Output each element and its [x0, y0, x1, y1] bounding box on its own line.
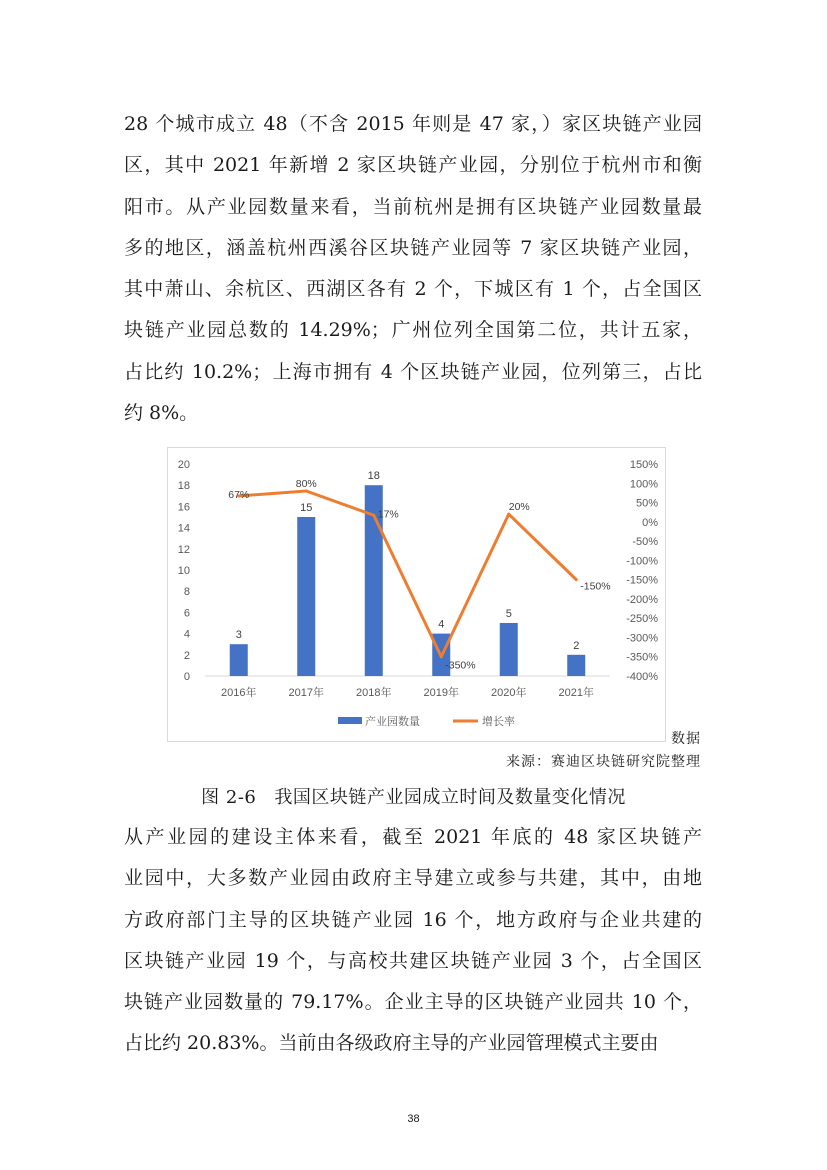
y-left-tick-label: 0 — [183, 671, 190, 683]
legend-line-label: 增长率 — [482, 716, 515, 728]
line-data-label: -150% — [580, 580, 611, 593]
bar-data-label: 3 — [235, 629, 242, 642]
x-tick-label: 2020年 — [491, 687, 527, 699]
line-point-2019年 — [440, 655, 443, 658]
bar-data-label: 5 — [505, 608, 512, 620]
text-line: 占比约 20.83%。当前由各级政府主导的产业园管理模式主要由 — [124, 1032, 659, 1055]
line-data-label: 80% — [295, 477, 317, 490]
bar-data-label: 4 — [438, 618, 445, 631]
y-left-tick-label: 2 — [183, 649, 190, 662]
y-left-tick-label: 20 — [177, 459, 190, 471]
text-line: 方政府部门主导的区块链产业园 16 个，地方政府与企业共建的 — [124, 908, 702, 931]
y-left-tick-label: 12 — [177, 543, 190, 556]
line-data-label: 67% — [228, 488, 250, 501]
x-tick-label: 2021年 — [558, 687, 594, 699]
bar-2016年 — [230, 644, 248, 676]
text-line: 块链产业园数量的 79.17%。企业主导的区块链产业园共 10 个， — [124, 991, 702, 1014]
text-line: 其中萧山、余杭区、西湖区各有 2 个，下城区有 1 个，占全国区 — [124, 278, 702, 301]
y-left-tick-label: 18 — [177, 480, 190, 493]
bar-2020年 — [500, 623, 518, 676]
line-data-label: -350% — [445, 659, 476, 672]
y-left-tick-label: 4 — [183, 628, 190, 641]
y-right-tick-label: -50% — [632, 536, 658, 549]
text-line: 从产业园的建设主体来看，截至 2021 年底的 48 家区块链产 — [124, 826, 702, 848]
y-right-tick-label: 150% — [629, 459, 658, 471]
y-left-tick-label: 14 — [177, 522, 190, 535]
y-right-tick-label: -300% — [626, 632, 658, 645]
x-tick-label: 2019年 — [423, 687, 459, 699]
y-right-tick-label: -200% — [626, 593, 658, 606]
y-left-tick-label: 16 — [177, 501, 190, 514]
paragraph-park-distribution — [124, 104, 702, 434]
bar-2021年 — [567, 655, 585, 676]
figure-number: 图 2-6 — [201, 787, 257, 808]
x-tick-label: 2016年 — [221, 687, 257, 699]
x-tick-label: 2018年 — [356, 687, 392, 699]
source-note-line-1: 数据 — [671, 731, 701, 747]
line-data-label: 20% — [508, 501, 530, 514]
legend-bar-swatch — [338, 717, 362, 724]
text-line: 28 个城市成立 48（不含 2015 年则是 47 家，）家区块链产业园 — [124, 113, 702, 135]
combo-chart — [168, 448, 665, 741]
bar-data-label: 2 — [573, 639, 580, 652]
y-left-tick-label: 6 — [183, 607, 190, 620]
text-line: 阳市。从产业园数量来看，当前杭州是拥有区块链产业园数量最 — [124, 195, 702, 218]
y-right-tick-label: -400% — [626, 671, 658, 683]
text-line: 业园中，大多数产业园由政府主导建立或参与共建，其中，由地 — [124, 867, 702, 890]
text-line: 块链产业园总数的 14.29%；广州位列全国第二位，共计五家， — [124, 319, 702, 342]
bar-data-label: 18 — [367, 470, 380, 483]
y-right-tick-label: 50% — [635, 497, 658, 510]
chart-figure — [167, 447, 666, 742]
y-right-tick-label: -100% — [626, 555, 658, 568]
text-line: 区，其中 2021 年新增 2 家区块链产业园，分别位于杭州市和衡 — [124, 154, 702, 177]
line-point-2021年 — [575, 578, 578, 581]
page-number: 38 — [407, 1113, 420, 1125]
paragraph-construction-subjects — [124, 817, 702, 1065]
line-point-2018年 — [372, 514, 375, 517]
text-line: 约 8%。 — [124, 402, 199, 425]
text-line: 多的地区，涵盖杭州西溪谷区块链产业园等 7 家区块链产业园， — [124, 236, 702, 259]
y-right-tick-label: 0% — [642, 516, 658, 529]
growth-rate-line — [239, 491, 580, 657]
bar-2017年 — [297, 517, 315, 676]
y-right-tick-label: 100% — [629, 478, 658, 491]
figure-caption-text: 我国区块链产业园成立时间及数量变化情况 — [274, 787, 626, 808]
legend-bar-label: 产业园数量 — [365, 716, 420, 728]
y-left-tick-label: 10 — [177, 565, 190, 577]
y-left-tick-label: 8 — [183, 586, 190, 599]
text-line: 区块链产业园 19 个，与高校共建区块链产业园 3 个，占全国区 — [124, 949, 702, 972]
y-right-tick-label: -350% — [626, 651, 658, 664]
bar-data-label: 15 — [300, 502, 313, 514]
source-note-line-2: 来源：赛迪区块链研究院整理 — [506, 754, 701, 770]
line-data-label: 17% — [377, 508, 399, 521]
text-line: 占比约 10.2%；上海市拥有 4 个区块链产业园，位列第三，占比 — [124, 360, 702, 383]
y-right-tick-label: -250% — [626, 613, 658, 626]
figure-caption — [0, 783, 827, 809]
x-tick-label: 2017年 — [288, 687, 324, 699]
y-right-tick-label: -150% — [626, 574, 658, 587]
